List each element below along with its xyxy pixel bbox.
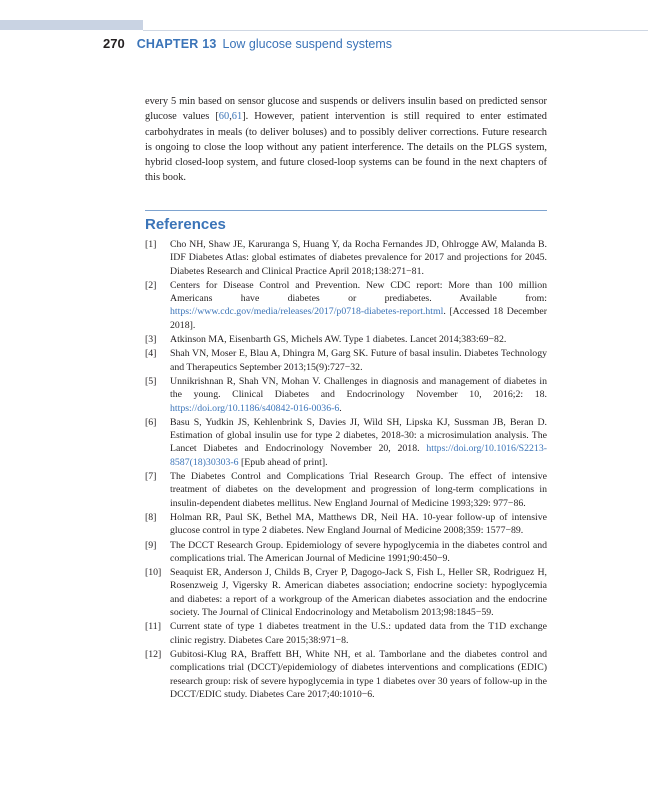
- reference-item: [145, 375, 547, 415]
- reference-body: Shah VN, Moser E, Blau A, Dhingra M, Garg SK. Future of basal insulin. Diabetes Technology and Therapeutics September 2013;15(9):727−32.: [170, 348, 547, 373]
- reference-text: [170, 620, 547, 647]
- reference-link[interactable]: https://doi.org/10.1186/s40842-016-0036-6: [170, 402, 340, 414]
- reference-text: [170, 279, 547, 332]
- reference-number: [9]: [145, 539, 157, 551]
- reference-text: [170, 238, 547, 278]
- reference-link[interactable]: https://doi.org/10.1016/S2213-8587(18)30303-6: [170, 443, 547, 468]
- reference-number: [12]: [145, 648, 162, 660]
- running-header: [103, 36, 392, 52]
- reference-item: [145, 347, 547, 374]
- reference-text: [170, 375, 547, 415]
- section-divider: [145, 210, 547, 211]
- citation-link[interactable]: 61: [231, 111, 243, 123]
- reference-item: [145, 620, 547, 647]
- reference-item: [145, 511, 547, 538]
- reference-number: [8]: [145, 511, 157, 523]
- reference-text: [170, 416, 547, 469]
- reference-number: [4]: [145, 348, 157, 360]
- reference-body: The Diabetes Control and Complications Trial Research Group. The effect of intensive treatment of diabetes on the development and progression of long-term complications in insulin-dependent diabetes mellitus. New England Journal of Medicine 1993;329: 977−86.: [170, 471, 547, 509]
- reference-body: Gubitosi-Klug RA, Braffett BH, White NH, et al. Tamborlane and the diabetes control and complications trial (DCCT)/epidemiology of diabetes interventions and complications (EDIC) research group: risk of severe hypoglycemia in type 1 diabetes over 30 years of follow-up in the DCCT/EDIC study. Diabetes Care 2017;40:1010−6.: [170, 648, 547, 700]
- reference-body: Centers for Disease Control and Prevention. New CDC report: More than 100 million Americans have diabetes or prediabetes. Available from:: [170, 279, 547, 305]
- reference-body: Holman RR, Paul SK, Bethel MA, Matthews DR, Neil HA. 10-year follow-up of intensive glucose control in type 2 diabetes. New England Journal of Medicine 2008;359: 1577−89.: [170, 511, 547, 537]
- citation-link[interactable]: 60: [218, 111, 230, 123]
- reference-body: Seaquist ER, Anderson J, Childs B, Cryer P, Dagogo-Jack S, Fish L, Heller SR, Rodriguez H, Rosenzweig J, Vigersky R. American diabetes association; endocrine society: hypoglycemia and diabetes: a report of a workgroup of the American diabetes association and the endocrine society. The Journal of Clinical Endocrinology and Metabolism 2013;98:1845−59.: [170, 567, 547, 619]
- reference-text: [170, 511, 547, 538]
- reference-body: Atkinson MA, Eisenbarth GS, Michels AW. Type 1 diabetes. Lancet 2014;383:69−82.: [170, 334, 507, 346]
- reference-item: [145, 279, 547, 332]
- reference-number: [5]: [145, 375, 157, 387]
- reference-text: [170, 648, 547, 701]
- body-paragraph: [145, 94, 547, 186]
- reference-item: [145, 648, 547, 701]
- reference-number: [10]: [145, 567, 162, 579]
- reference-number: [1]: [145, 239, 157, 250]
- reference-text: [170, 566, 547, 619]
- reference-suffix: . [Accessed 18 December 2018].: [170, 306, 547, 331]
- reference-link[interactable]: https://www.cdc.gov/media/releases/2017/p0718-diabetes-report.html: [170, 306, 444, 318]
- reference-number: [6]: [145, 416, 157, 428]
- reference-suffix: [Epub ahead of print].: [238, 456, 328, 468]
- reference-item: [145, 333, 547, 346]
- reference-text: [170, 347, 547, 374]
- citation-separator: ,: [229, 111, 232, 123]
- reference-item: [145, 238, 547, 278]
- reference-number: [2]: [145, 279, 157, 291]
- chapter-label: CHAPTER 13: [136, 37, 217, 51]
- reference-item: [145, 416, 547, 469]
- reference-text: [170, 470, 547, 510]
- reference-number: [11]: [145, 621, 161, 633]
- header-rule: [143, 30, 648, 31]
- reference-text: [170, 539, 547, 566]
- references-heading: References: [145, 216, 226, 233]
- reference-body: Unnikrishnan R, Shah VN, Mohan V. Challenges in diagnosis and management of diabetes in the young. Clinical Diabetes and Endocrinology November 10, 2016;2: 18.: [170, 375, 547, 401]
- header-accent-bar: [0, 20, 143, 30]
- reference-number: [3]: [145, 334, 157, 346]
- reference-body: Current state of type 1 diabetes treatment in the U.S.: updated data from the T1D exchange clinic registry. Diabetes Care 2015;38:971−8.: [170, 621, 547, 646]
- reference-item: [145, 539, 547, 566]
- reference-item: [145, 566, 547, 619]
- reference-suffix: .: [339, 402, 342, 414]
- body-text-b: ]. However, patient intervention is still required to enter estimated carbohydrates in meals (to deliver boluses) and to possibly deliver corrections. Future research is ongoing to close the loop without any patient interference. The details on the PLGS system, hybrid closed-loop system, and future closed-loop systems can be found in the next chapters of this book.: [145, 111, 547, 184]
- page-number: 270: [103, 36, 125, 51]
- reference-list: [145, 238, 547, 702]
- reference-body: Basu S, Yudkin JS, Kehlenbrink S, Davies JI, Wild SH, Lipska KJ, Sussman JB, Beran D. Estimation of global insulin use for type 2 diabetes, 2018-30: a microsimulation analysis. The Lancet Diabetes and Endocrinology November 20, 2018.: [170, 416, 547, 455]
- chapter-title: Low glucose suspend systems: [222, 37, 393, 51]
- reference-text: [170, 333, 547, 346]
- body-text-a: every 5 min based on sensor glucose and suspends or delivers insulin based on predicted sensor glucose values [: [145, 96, 547, 123]
- reference-number: [7]: [145, 471, 157, 483]
- reference-item: [145, 470, 547, 510]
- reference-body: Cho NH, Shaw JE, Karuranga S, Huang Y, da Rocha Fernandes JD, Ohlrogge AW, Malanda B. IDF Diabetes Atlas: global estimates of diabetes prevalence for 2017 and projections for 2045. Diabetes Research and Clinical Practice April 2018;138:271−81.: [170, 239, 547, 277]
- reference-body: The DCCT Research Group. Epidemiology of severe hypoglycemia in the diabetes control and complications trial. The American Journal of Medicine 1991;90:450−9.: [170, 539, 547, 564]
